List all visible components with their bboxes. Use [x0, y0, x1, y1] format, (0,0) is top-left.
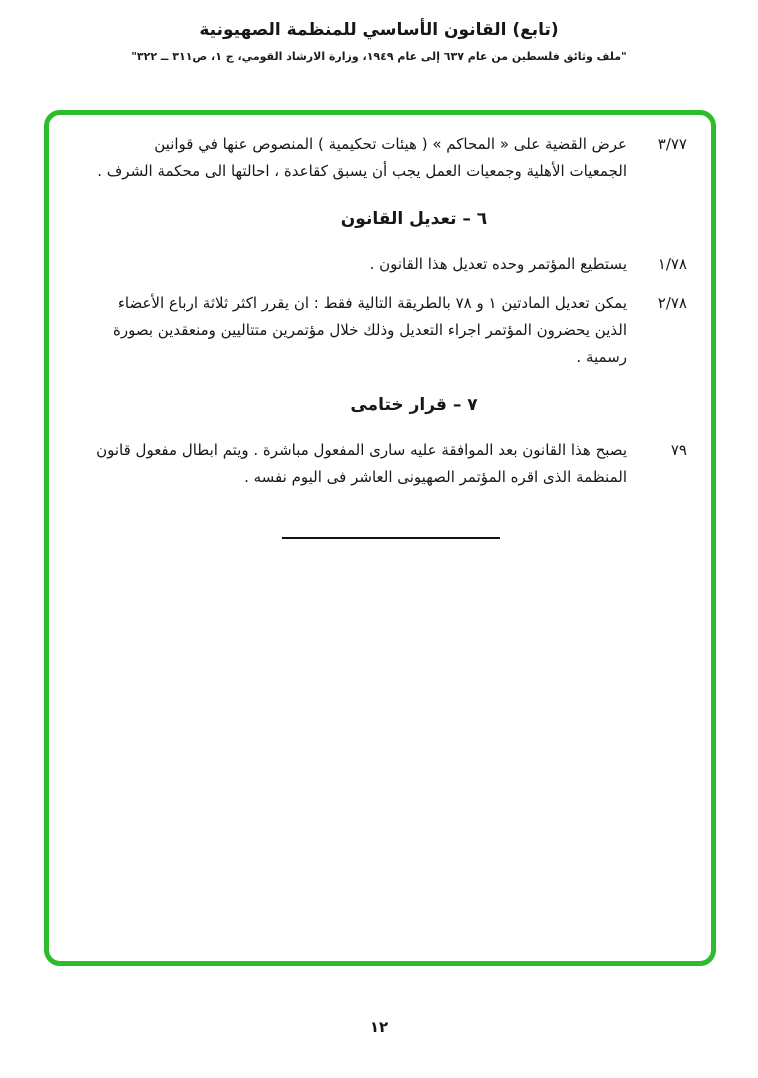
clause-text: يستطيع المؤتمر وحده تعديل هذا القانون .: [369, 255, 627, 273]
clause-78-1: [95, 251, 687, 278]
clause-78-2: [95, 290, 687, 371]
clause-text: يصبح هذا القانون بعد الموافقة عليه سارى المفعول مباشرة . ويتم ابطال مفعول قانون المنظمة الذى اقره المؤتمر الصهيونى العاشر فى اليوم نفسه .: [96, 441, 627, 486]
page-header: [0, 0, 758, 63]
page-title: (تابع) القانون الأساسي للمنظمة الصهيونية: [199, 20, 559, 40]
law-text-frame: [44, 110, 716, 966]
clause-number: ٣/٧٧: [657, 135, 687, 153]
clause-77-3: [95, 131, 687, 185]
section-heading-final-decision: ٧ – قرار ختامى: [350, 395, 478, 415]
clause-79: [95, 437, 687, 491]
clause-text: يمكن تعديل المادتين ١ و ٧٨ بالطريقة التالية فقط : ان يقرر اكثر ثلاثة ارباع الأعضاء الذين يحضرون المؤتمر اجراء التعديل وذلك خلال مؤتمرين متتاليين ومنعقدين بصورة رسمية .: [113, 294, 627, 366]
clause-number: ٢/٧٨: [657, 294, 687, 312]
page-number: ١٢: [369, 1018, 389, 1036]
clause-number: ٧٩: [670, 441, 687, 459]
clause-number: ١/٧٨: [657, 255, 687, 273]
source-citation: "ملف وثائق فلسطين من عام ٦٣٧ إلى عام ١٩٤٩، وزارة الارشاد القومي، ج ١، ص٣١١ ــ ٣٢٢": [131, 50, 627, 63]
clause-text: عرض القضية على « المحاكم » ( هيئات تحكيمية ) المنصوص عنها في قوانين الجمعيات الأهلية وجمعيات العمل يجب أن يسبق كقاعدة ، احالتها الى محكمة الشرف .: [97, 135, 627, 180]
section-heading-amendment: ٦ – تعديل القانون: [340, 209, 488, 229]
end-of-text-rule: [282, 537, 500, 539]
